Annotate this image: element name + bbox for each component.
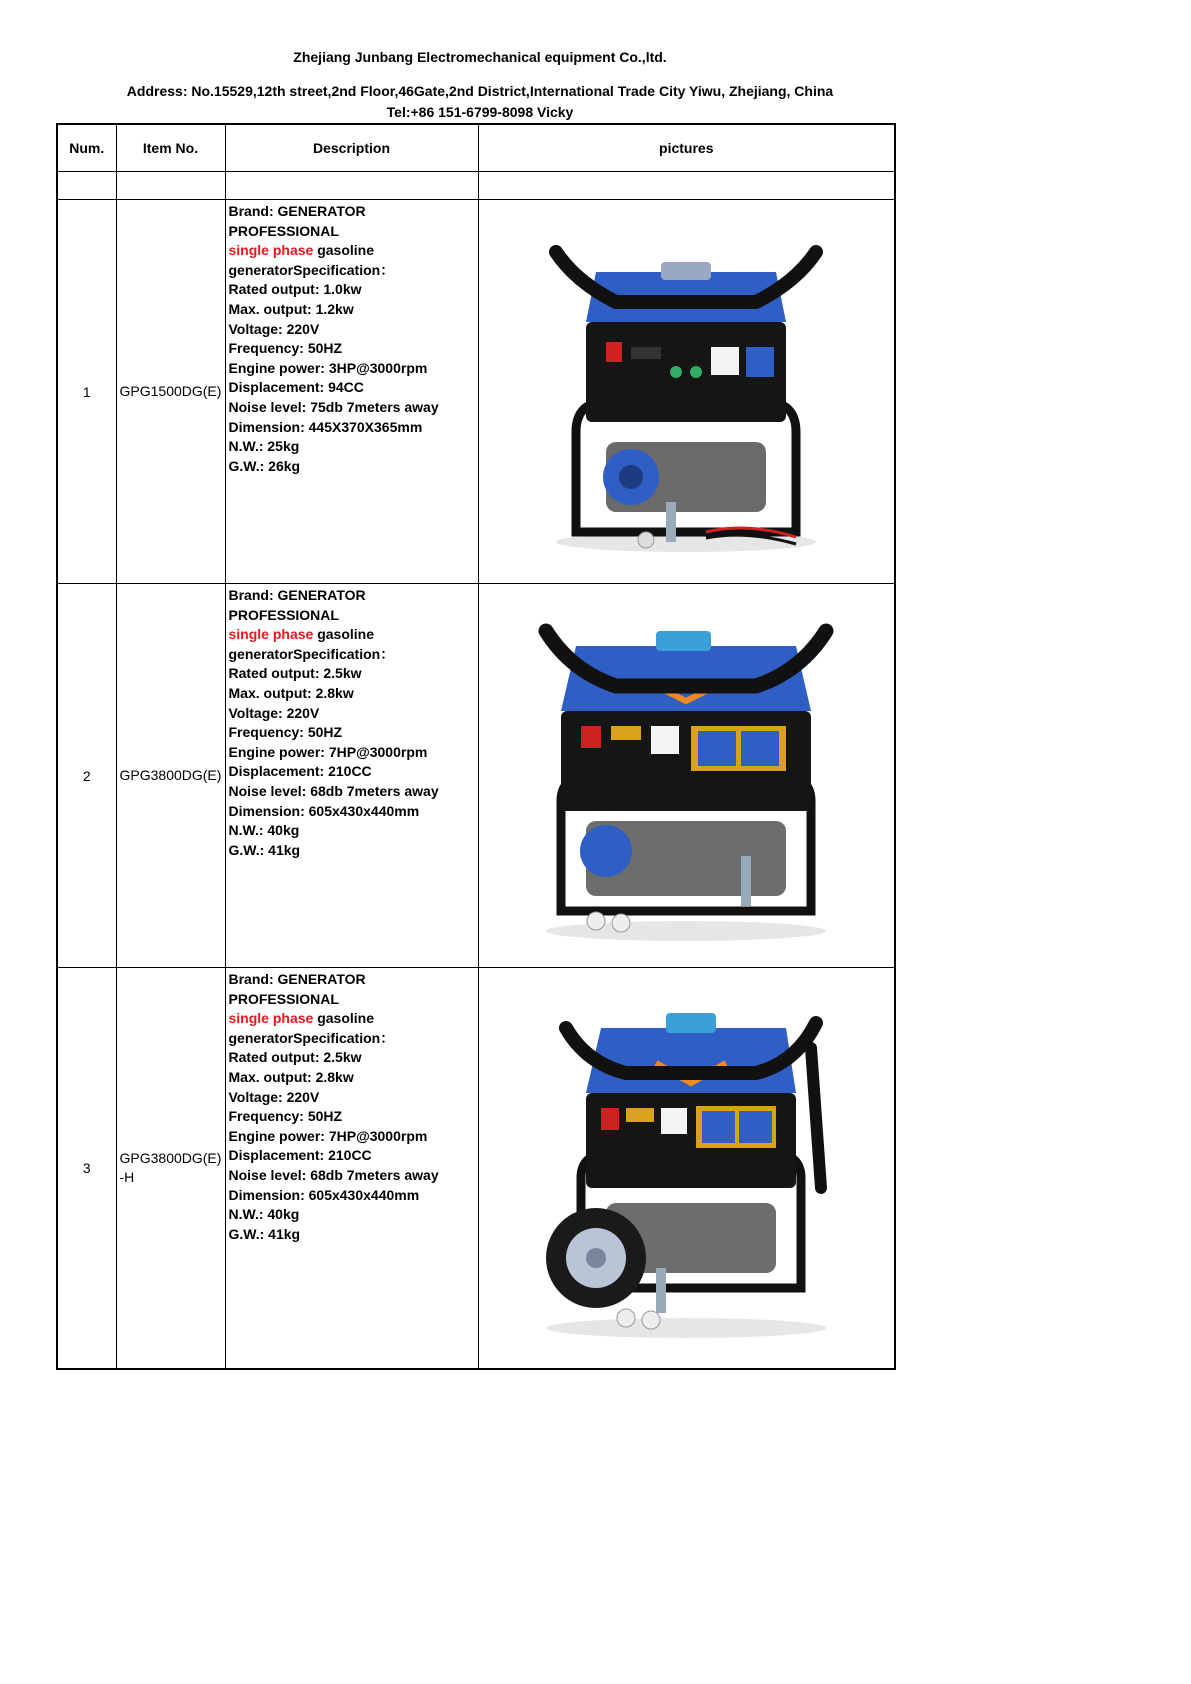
col-header-num: Num.: [57, 124, 116, 172]
empty-cell: [478, 172, 895, 200]
row-picture: [478, 584, 895, 968]
table-row: [57, 584, 895, 968]
type-red: single phase: [228, 1010, 314, 1027]
spec-line: Voltage: 220V: [228, 320, 320, 337]
spec-line: Dimension: 605x430x440mm: [228, 1186, 420, 1203]
spec-line: Rated output: 2.5kw: [228, 1049, 362, 1066]
spec-line: N.W.: 40kg: [228, 822, 300, 839]
item-no-text: GPG3800DG(E)-H: [119, 1149, 222, 1185]
row-picture: [478, 968, 895, 1369]
row-picture: [478, 200, 895, 584]
type-rest: gasoline generatorSpecification：: [228, 242, 395, 278]
spec-line: N.W.: 25kg: [228, 438, 300, 455]
generator-photo-icon: [536, 222, 836, 562]
company-name: Zhejiang Junbang Electromechanical equipment Co.,ltd.: [293, 49, 667, 65]
spec-line: Frequency: 50HZ: [228, 1108, 343, 1125]
spec-line: Displacement: 210CC: [228, 763, 372, 780]
item-no-text: GPG3800DG(E): [119, 767, 222, 783]
empty-cell: [57, 172, 116, 200]
col-header-item: Item No.: [116, 124, 225, 172]
row-description: [225, 968, 478, 1369]
row-description: [225, 584, 478, 968]
spec-line: Frequency: 50HZ: [228, 724, 343, 741]
spec-line: Noise level: 68db 7meters away: [228, 1166, 439, 1183]
spec-line: Noise level: 75db 7meters away: [228, 398, 439, 415]
spec-line: G.W.: 41kg: [228, 841, 301, 858]
company-tel: Tel:+86 151-6799-8098 Vicky: [386, 104, 574, 120]
generator-wheeled-photo-icon: [526, 988, 846, 1348]
quotation-table: [56, 123, 896, 1370]
type-red: single phase: [228, 242, 314, 259]
spec-line: Dimension: 605x430x440mm: [228, 802, 420, 819]
row-num: 1: [57, 200, 116, 584]
spec-line: Engine power: 7HP@3000rpm: [228, 743, 428, 760]
spec-line: Noise level: 68db 7meters away: [228, 782, 439, 799]
col-header-pictures: pictures: [478, 124, 895, 172]
spec-line: Displacement: 210CC: [228, 1147, 372, 1164]
type-rest: gasoline generatorSpecification：: [228, 1010, 395, 1046]
type-line: [229, 625, 478, 664]
spec-line: Engine power: 3HP@3000rpm: [228, 359, 428, 376]
row-item-no: [116, 584, 225, 968]
generator-photo-icon: [526, 601, 846, 951]
table-header-row: [57, 124, 895, 172]
table-row: [57, 968, 895, 1369]
empty-cell: [116, 172, 225, 200]
spec-line: Rated output: 2.5kw: [228, 665, 362, 682]
row-item-no: [116, 968, 225, 1369]
brand-line: Brand: GENERATOR PROFESSIONAL: [228, 587, 366, 623]
row-description: [225, 200, 478, 584]
row-num: 3: [57, 968, 116, 1369]
spec-line: Max. output: 1.2kw: [228, 300, 354, 317]
spec-line: Engine power: 7HP@3000rpm: [228, 1127, 428, 1144]
spec-line: Max. output: 2.8kw: [228, 1068, 354, 1085]
col-header-description: Description: [225, 124, 478, 172]
row-item-no: [116, 200, 225, 584]
spec-line: G.W.: 41kg: [228, 1225, 301, 1242]
brand-line: Brand: GENERATOR PROFESSIONAL: [228, 971, 366, 1007]
type-red: single phase: [228, 626, 314, 643]
spec-line: Max. output: 2.8kw: [228, 684, 354, 701]
spec-line: N.W.: 40kg: [228, 1206, 300, 1223]
type-rest: gasoline generatorSpecification：: [228, 626, 395, 662]
spec-line: G.W.: 26kg: [228, 457, 301, 474]
spec-line: Rated output: 1.0kw: [228, 281, 362, 298]
item-no-text: GPG1500DG(E): [119, 383, 222, 399]
empty-row: [57, 172, 895, 200]
row-num: 2: [57, 584, 116, 968]
spec-line: Voltage: 220V: [228, 1088, 320, 1105]
spec-line: Displacement: 94CC: [228, 379, 364, 396]
table-row: [57, 200, 895, 584]
spec-line: Voltage: 220V: [228, 704, 320, 721]
brand-line: Brand: GENERATOR PROFESSIONAL: [228, 203, 366, 239]
type-line: [229, 1009, 478, 1048]
type-line: [229, 241, 478, 280]
spec-line: Dimension: 445X370X365mm: [228, 418, 423, 435]
company-address: Address: No.15529,12th street,2nd Floor,46Gate,2nd District,International Trade City Yiwu, Zhejiang, China: [126, 83, 834, 99]
empty-cell: [225, 172, 478, 200]
spec-line: Frequency: 50HZ: [228, 340, 343, 357]
